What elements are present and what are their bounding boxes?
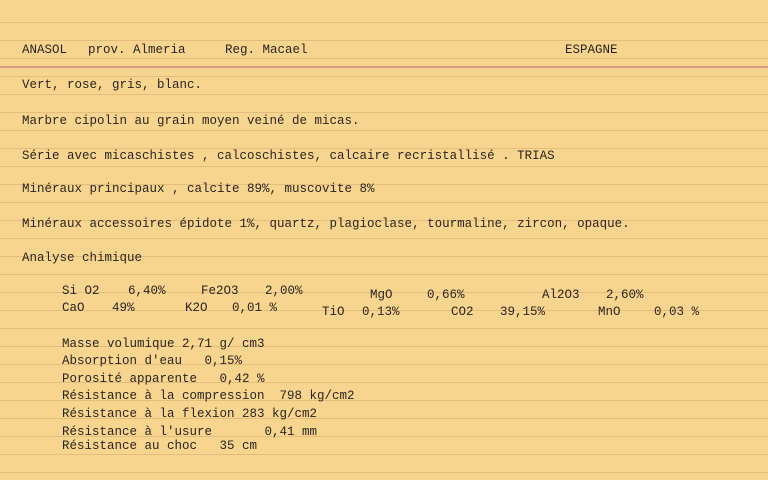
property-line: Résistance au choc 35 cm [62, 439, 258, 453]
stone-name: ANASOL [22, 43, 68, 57]
accessory-minerals-line: Minéraux accessoires épidote 1%, quartz, plagioclase, tourmaline, zircon, opaque. [22, 217, 630, 231]
series-line: Série avec micaschistes , calcoschistes, calcaire recristallisé . TRIAS [22, 149, 555, 163]
chem-value: 6,40% [128, 284, 166, 298]
chem-label: Al2O3 [542, 288, 580, 302]
main-minerals-line: Minéraux principaux , calcite 89%, muscovite 8% [22, 182, 375, 196]
property-line: Porosité apparente 0,42 % [62, 372, 265, 386]
chem-label: K2O [185, 301, 208, 315]
chem-label: TiO [322, 305, 345, 319]
chem-value: 0,13% [362, 305, 400, 319]
chem-label: Fe2O3 [201, 284, 239, 298]
colors-line: Vert, rose, gris, blanc. [22, 78, 203, 92]
chem-label: CO2 [451, 305, 474, 319]
chem-value: 49% [112, 301, 135, 315]
chem-value: 2,00% [265, 284, 303, 298]
chem-value: 39,15% [500, 305, 546, 319]
property-line: Absorption d'eau 0,15% [62, 354, 243, 368]
property-line: Masse volumique 2,71 g/ cm3 [62, 337, 265, 351]
type-line: Marbre cipolin au grain moyen veiné de micas. [22, 114, 360, 128]
chem-value: 0,03 % [654, 305, 700, 319]
chem-label: Si O2 [62, 284, 100, 298]
property-line: Résistance à l'usure 0,41 mm [62, 425, 318, 439]
header-divider [0, 66, 768, 68]
property-line: Résistance à la compression 798 kg/cm2 [62, 389, 355, 403]
analysis-title: Analyse chimique [22, 251, 143, 265]
chem-value: 2,60% [606, 288, 644, 302]
chem-value: 0,66% [427, 288, 465, 302]
chem-value: 0,01 % [232, 301, 278, 315]
chem-label: MnO [598, 305, 621, 319]
province: prov. Almeria [88, 43, 186, 57]
property-line: Résistance à la flexion 283 kg/cm2 [62, 407, 318, 421]
country: ESPAGNE [565, 43, 618, 57]
region: Reg. Macael [225, 43, 308, 57]
chem-label: CaO [62, 301, 85, 315]
chem-label: MgO [370, 288, 393, 302]
